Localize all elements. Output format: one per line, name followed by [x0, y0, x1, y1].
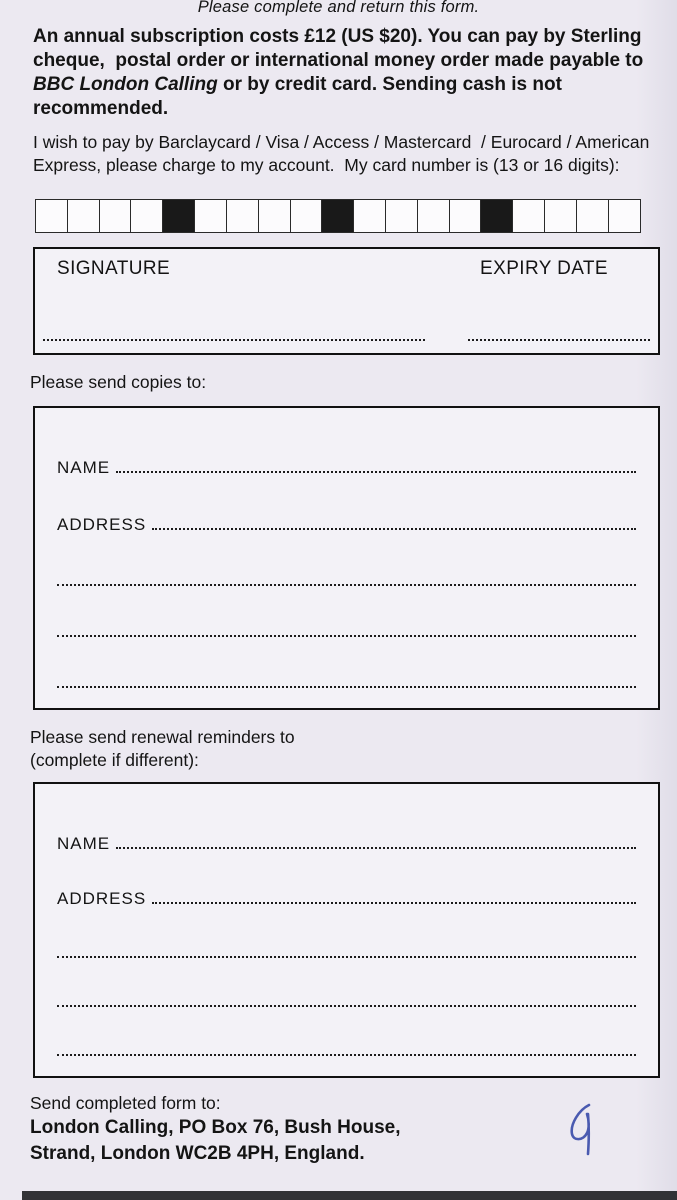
card-digit-cell[interactable] [99, 199, 132, 233]
renewal-address-line-3[interactable] [57, 993, 636, 1007]
card-digit-cell[interactable] [576, 199, 609, 233]
expiry-date-line[interactable] [468, 337, 650, 341]
renewal-address-row-4 [57, 1042, 636, 1056]
copies-name-line[interactable] [116, 459, 636, 473]
signature-box-labels [35, 249, 658, 280]
copies-address-label: ADDRESS [57, 515, 147, 534]
card-digit-cell[interactable] [512, 199, 545, 233]
copies-name-row [57, 458, 636, 478]
handwritten-pen-mark [565, 1102, 599, 1158]
card-digit-cell[interactable] [290, 199, 323, 233]
copies-section-label: Please send copies to: [30, 372, 207, 392]
renewal-name-line[interactable] [116, 835, 636, 849]
signature-box [33, 247, 660, 355]
renewal-section-label [30, 726, 651, 772]
card-digit-cell[interactable] [258, 199, 291, 233]
copies-address-row-4 [57, 674, 636, 688]
renewal-address-line-1[interactable] [152, 890, 636, 904]
card-digit-cell[interactable] [226, 199, 259, 233]
renewal-address-line-4[interactable] [57, 1042, 636, 1056]
card-digit-cell[interactable] [130, 199, 163, 233]
scan-bottom-edge [22, 1191, 677, 1200]
copies-address-line-3[interactable] [57, 623, 636, 637]
renewal-name-row [57, 834, 636, 854]
intro-text-1: An annual subscription costs £12 (US $20). You can pay by Sterling cheque, postal order or international money order made payable to [33, 26, 649, 71]
card-digit-cell[interactable] [417, 199, 450, 233]
signature-label: SIGNATURE [57, 258, 171, 279]
return-address [30, 1115, 651, 1167]
card-digit-cell[interactable] [385, 199, 418, 233]
card-separator-cell [162, 199, 195, 233]
card-digit-cell[interactable] [608, 199, 641, 233]
renewal-box [33, 782, 660, 1078]
renewal-section-label-line1: Please send renewal reminders to [30, 727, 295, 747]
expiry-date-label: EXPIRY DATE [480, 258, 608, 279]
copies-box [33, 406, 660, 710]
copies-address-row [57, 515, 636, 535]
renewal-address-line-2[interactable] [57, 944, 636, 958]
intro-paragraph [33, 25, 651, 121]
renewal-address-row-2 [57, 944, 636, 958]
card-number-grid [35, 199, 641, 233]
return-address-line-1: London Calling, PO Box 76, Bush House, [30, 1117, 401, 1138]
copies-address-line-2[interactable] [57, 572, 636, 586]
signature-line[interactable] [43, 337, 425, 341]
card-digit-cell[interactable] [67, 199, 100, 233]
card-digit-cell[interactable] [194, 199, 227, 233]
renewal-section-label-line2: (complete if different): [30, 750, 199, 770]
copies-address-row-3 [57, 623, 636, 637]
copies-name-label: NAME [57, 458, 111, 477]
renewal-name-label: NAME [57, 834, 111, 853]
footer [30, 1092, 651, 1167]
return-address-line-2: Strand, London WC2B 4PH, England. [30, 1143, 365, 1164]
copies-address-line-4[interactable] [57, 674, 636, 688]
card-digit-cell[interactable] [353, 199, 386, 233]
renewal-address-row [57, 889, 636, 909]
signature-box-lines [43, 337, 650, 341]
card-digit-cell[interactable] [449, 199, 482, 233]
renewal-address-label: ADDRESS [57, 889, 147, 908]
brand-name: BBC London Calling [33, 74, 218, 95]
header-note: Please complete and return this form. [197, 0, 480, 16]
copies-address-row-2 [57, 572, 636, 586]
card-digit-cell[interactable] [544, 199, 577, 233]
card-separator-cell [480, 199, 513, 233]
renewal-address-row-3 [57, 993, 636, 1007]
card-digit-cell[interactable] [35, 199, 68, 233]
send-to-label: Send completed form to: [30, 1093, 221, 1113]
intro-text-2: or by credit card. Sending cash is not recommended. [33, 74, 568, 119]
payment-instructions: I wish to pay by Barclaycard / Visa / Access / Mastercard / Eurocard / American Express, please charge to my account. My card number is (13 or 16 digits): [33, 132, 655, 175]
card-separator-cell [321, 199, 354, 233]
copies-address-line-1[interactable] [152, 516, 636, 530]
